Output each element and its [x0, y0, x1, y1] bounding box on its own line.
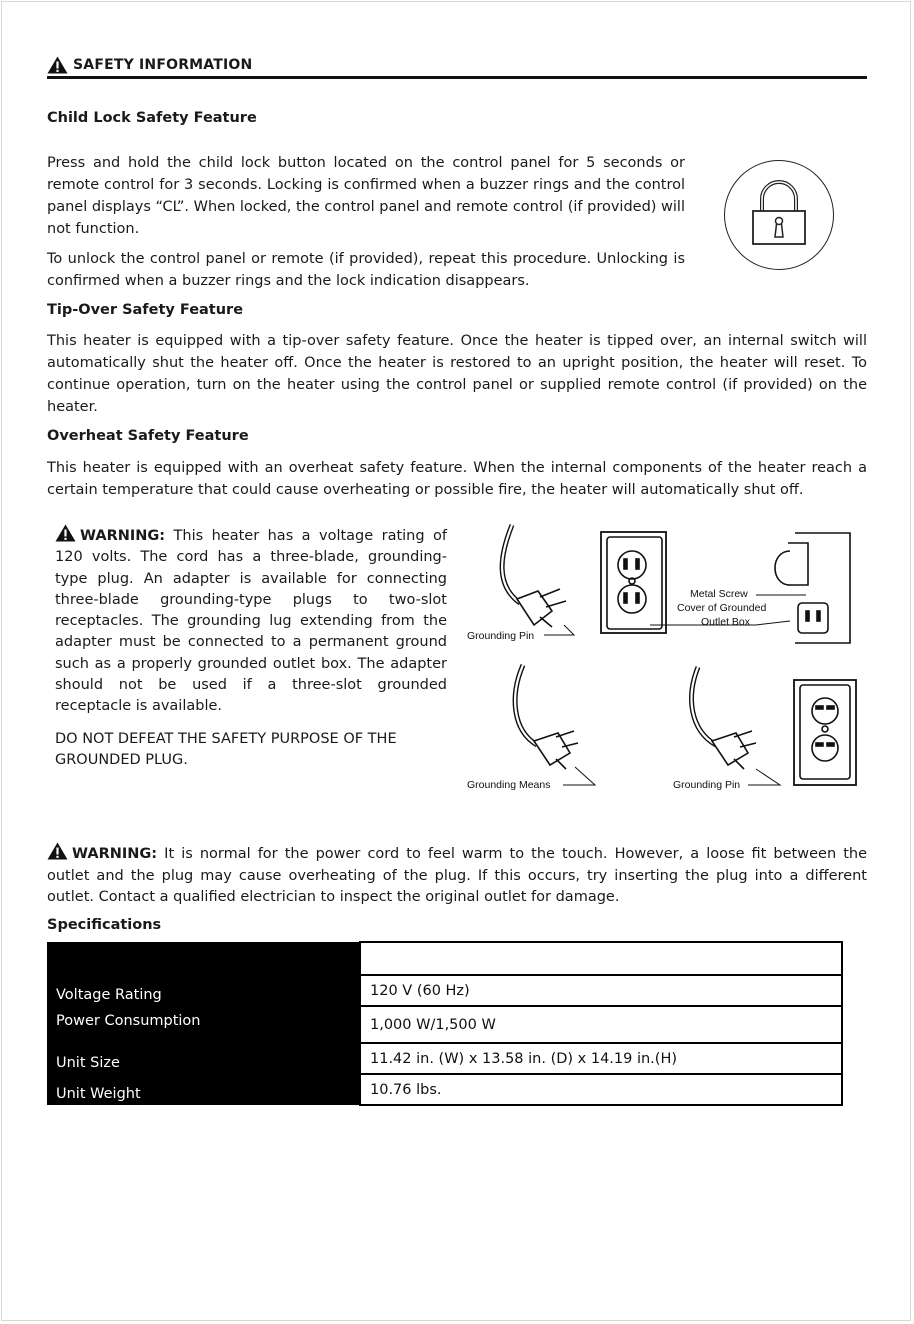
grounding-means-label: Grounding Means [467, 779, 551, 791]
grounding-warning [55, 524, 447, 718]
tip-over-heading: Tip-Over Safety Feature [47, 302, 244, 318]
plug-outlet-diagram [460, 515, 870, 805]
table-row [47, 975, 842, 1006]
cover-label-line-2: Outlet Box [701, 616, 751, 628]
spec-value: 120 V (60 Hz) [360, 975, 842, 1006]
table-row [47, 1006, 842, 1043]
cover-label-line-1: Cover of Grounded [677, 602, 767, 614]
grounded-plug-notice: DO NOT DEFEAT THE SAFETY PURPOSE OF THE GROUNDED PLUG. [55, 731, 397, 768]
cord-warning-label: WARNING: [72, 846, 158, 862]
warning-triangle-icon [47, 56, 68, 74]
child-lock-para-1: Press and hold the child lock button located on the control panel for 5 seconds or remote control for 3 seconds. Locking is confirmed when a buzzer rings and the control panel displays “CL”. When locked, the control panel and remote control (if provided) will not function. [47, 155, 685, 237]
grounding-warning-label: WARNING: [80, 528, 166, 544]
spec-label: Unit Size [47, 1043, 360, 1074]
cord-warning-text: It is normal for the power cord to feel warm to the touch. However, a loose fit between the outlet and the plug may cause overheating of the plug. If this occurs, try inserting the plug into a different outlet. Contact a qualified electrician to inspect the original outlet for damage. [47, 846, 867, 905]
warning-triangle-icon [47, 842, 68, 860]
grounding-illustration [460, 515, 870, 805]
spec-label: Voltage Rating [47, 975, 360, 1006]
spec-label [47, 942, 360, 975]
table-row [47, 1043, 842, 1074]
section-title-text: SAFETY INFORMATION [73, 57, 253, 73]
spec-value: 1,000 W/1,500 W [360, 1006, 842, 1043]
grounding-warning-text: This heater has a voltage rating of 120 volts. The cord has a three-blade, grounding-type plug. An adapter is available for connecting three-blade grounding-type plugs to two-slot receptacles. The grounding lug extending from the adapter must be connected to a permanent ground such as a properly grounded outlet box. The adapter should not be used if a three-slot grounded receptacle is available. [55, 528, 447, 715]
spec-value: 11.42 in. (W) x 13.58 in. (D) x 14.19 in.(H) [360, 1043, 842, 1074]
overheat-para: This heater is equipped with an overheat safety feature. When the internal components of the heater reach a certain temperature that could cause overheating or possible fire, the heater will automatically shut off. [47, 460, 867, 498]
table-row [47, 1074, 842, 1105]
section-title [47, 56, 867, 79]
spec-value [360, 942, 842, 975]
spec-label: Unit Weight [47, 1074, 360, 1105]
padlock-icon [724, 160, 834, 270]
specifications-table [47, 941, 843, 1106]
overheat-heading: Overheat Safety Feature [47, 428, 249, 444]
table-row [47, 942, 842, 975]
spec-label: Power Consumption [47, 1006, 360, 1043]
metal-screw-label: Metal Screw [690, 588, 748, 600]
spec-value: 10.76 lbs. [360, 1074, 842, 1105]
specifications-heading: Specifications [47, 917, 162, 933]
tip-over-para: This heater is equipped with a tip-over safety feature. Once the heater is tipped over, an internal switch will automatically shut the heater off. Once the heater is restored to an upright position, the heater will reset. To continue operation, turn on the heater using the control panel or supplied remote control (if provided) on the heater. [47, 333, 867, 415]
child-lock-heading: Child Lock Safety Feature [47, 110, 257, 126]
grounding-pin-label-1: Grounding Pin [467, 630, 535, 642]
warning-triangle-icon [55, 524, 76, 542]
cord-warning [47, 842, 867, 909]
child-lock-para-2: To unlock the control panel or remote (if provided), repeat this procedure. Unlocking is confirmed when a buzzer rings and the lock indication disappears. [47, 251, 685, 289]
grounding-pin-label-2: Grounding Pin [673, 779, 741, 791]
